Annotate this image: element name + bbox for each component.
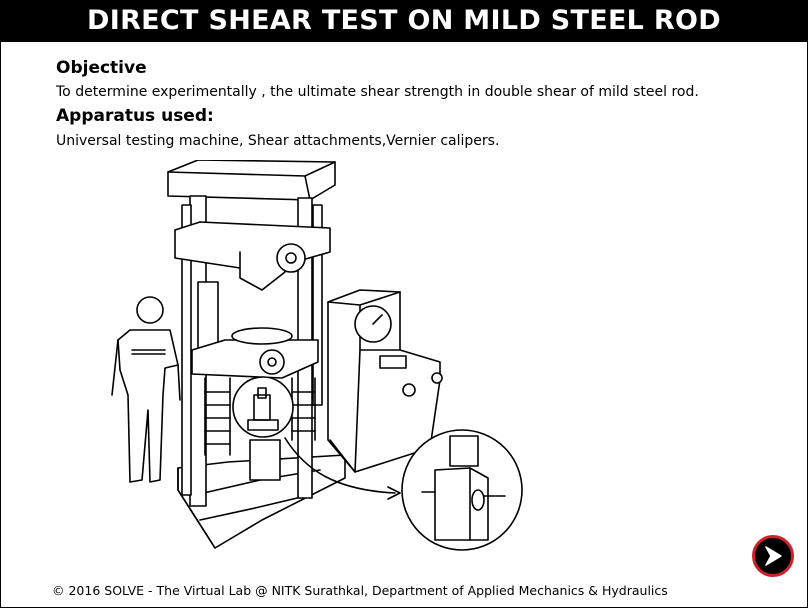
objective-heading: Objective (56, 58, 147, 78)
shear-attachment-zoom (402, 430, 522, 550)
page-title: DIRECT SHEAR TEST ON MILD STEEL ROD (0, 0, 808, 42)
apparatus-text: Universal testing machine, Shear attachments,Vernier calipers. (56, 133, 500, 149)
next-arrow-icon (761, 544, 785, 568)
objective-text: To determine experimentally , the ultimate shear strength in double shear of mild steel rod. (56, 84, 699, 100)
utm-illustration (110, 160, 540, 555)
shear-attachment-zoom-source (233, 377, 293, 437)
top-crosshead (168, 160, 335, 200)
next-button[interactable] (752, 535, 794, 577)
footer-copyright: © 2016 SOLVE - The Virtual Lab @ NITK Surathkal, Department of Applied Mechanics & Hydraulics (52, 583, 668, 598)
person-figure (112, 297, 180, 482)
apparatus-heading: Apparatus used: (56, 106, 214, 126)
